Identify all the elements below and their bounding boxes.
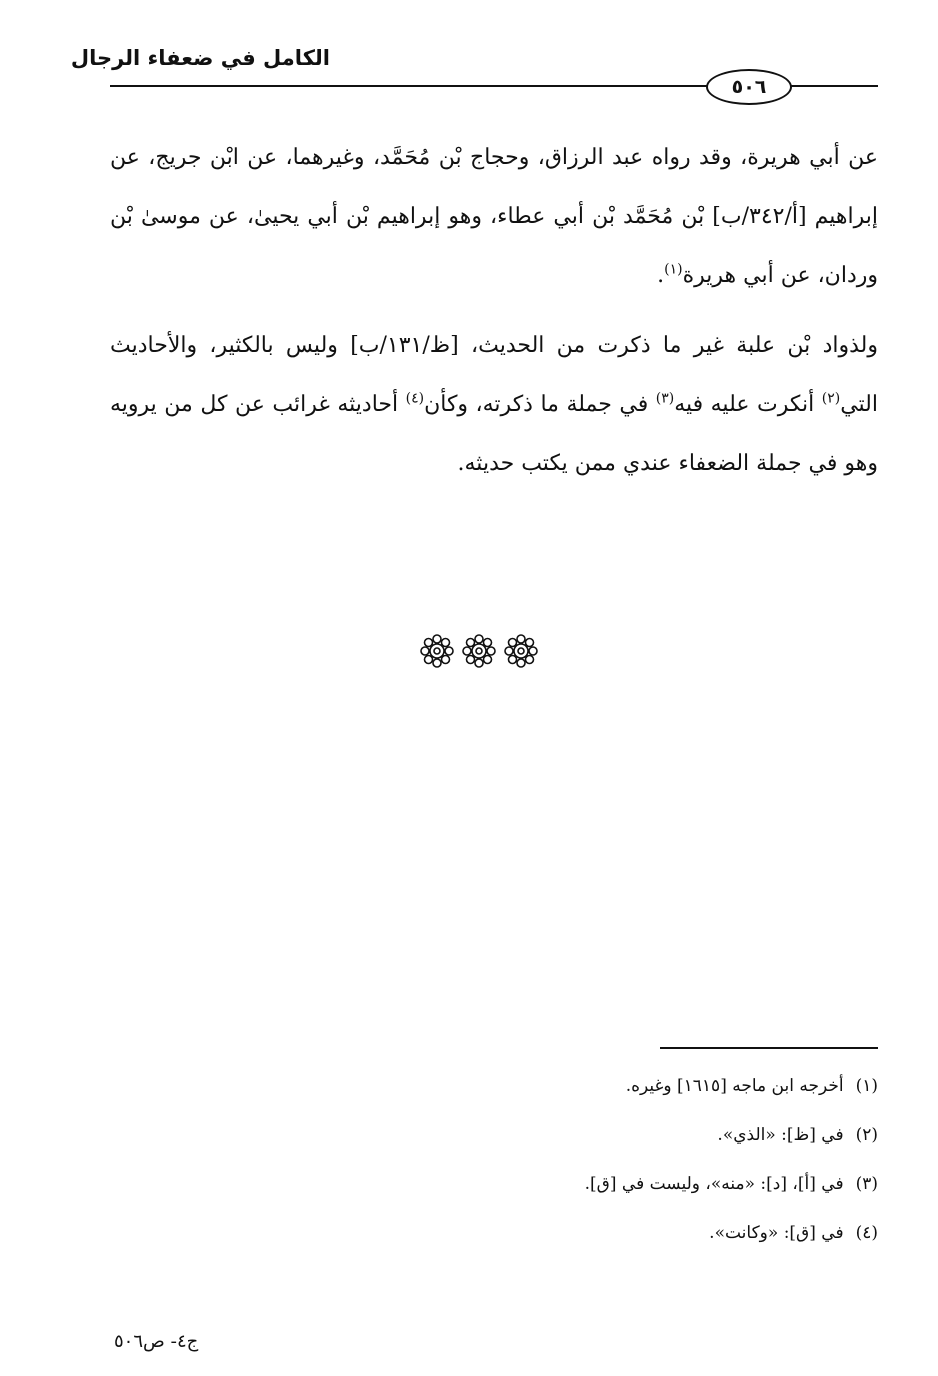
footnote-2 [110,1111,878,1160]
footnote-number: (١) [855,1076,878,1096]
ornament-svg [418,632,540,670]
body-text [110,128,878,493]
paragraph-2-text-a: ولذواد بْن علبة غير ما ذكرت من الحديث، [ظ/١٣١/ب] وليس بالكثير، والأحاديث التي [110,333,878,417]
paragraph-2 [110,316,878,493]
footnote-ref-2[interactable]: (٢) [821,390,841,407]
footnote-4 [110,1209,878,1258]
footnote-ref-1[interactable]: (١) [664,261,683,278]
footnote-text: في [أ]، [د]: «منه»، وليست في [ق]. [584,1174,844,1194]
paragraph-2-text-c: في جملة ما ذكرته، وكأن [424,392,656,417]
footnote-number: (٣) [855,1174,878,1194]
paragraph-2-text-d: أحاديثه غرائب عن كل من يرويه وهو في جملة الضعفاء عندي ممن يكتب حديثه. [110,392,878,476]
flower-ornament-icon [421,635,453,667]
footnotes [110,1062,878,1258]
flower-ornament-icon [463,635,495,667]
footnote-ref-3[interactable]: (٣) [655,390,675,407]
paragraph-2-text-b: أنكرت عليه فيه [674,392,822,417]
section-ornament [418,632,540,670]
footnote-text: في [ظ]: «الذي». [717,1125,844,1145]
page-number: ٥٠٦ [706,69,792,105]
flower-ornament-icon [505,635,537,667]
footnote-number: (٤) [855,1223,878,1243]
paragraph-1-text-a: عن أبي هريرة، وقد رواه عبد الرزاق، وحجاج بْن مُحَمَّد، وغيرهما، عن ابْن جريج، عن إبراهيم [أ/٣٤٢/ب] بْن مُحَمَّد بْن أبي عطاء، وهو إبراهيم بْن أبي يحيىٰ، عن موسىٰ بْن وردان، عن أبي هريرة [110,145,878,288]
footnote-ref-4[interactable]: (٤) [405,390,425,407]
footnote-text: في [ق]: «وكانت». [709,1223,844,1243]
paragraph-1-text-b: . [657,263,665,288]
footnote-1 [110,1062,878,1111]
footnote-text: أخرجه ابن ماجه [١٦١٥] وغيره. [625,1076,844,1096]
paragraph-1 [110,128,878,305]
volume-page-reference: ج٤- ص٥٠٦ [114,1331,199,1352]
footnote-number: (٢) [855,1125,878,1145]
footnote-rule [660,1047,878,1049]
footnote-3 [110,1160,878,1209]
running-title: الكامل في ضعفاء الرجال [70,46,330,70]
page-header [70,40,878,110]
